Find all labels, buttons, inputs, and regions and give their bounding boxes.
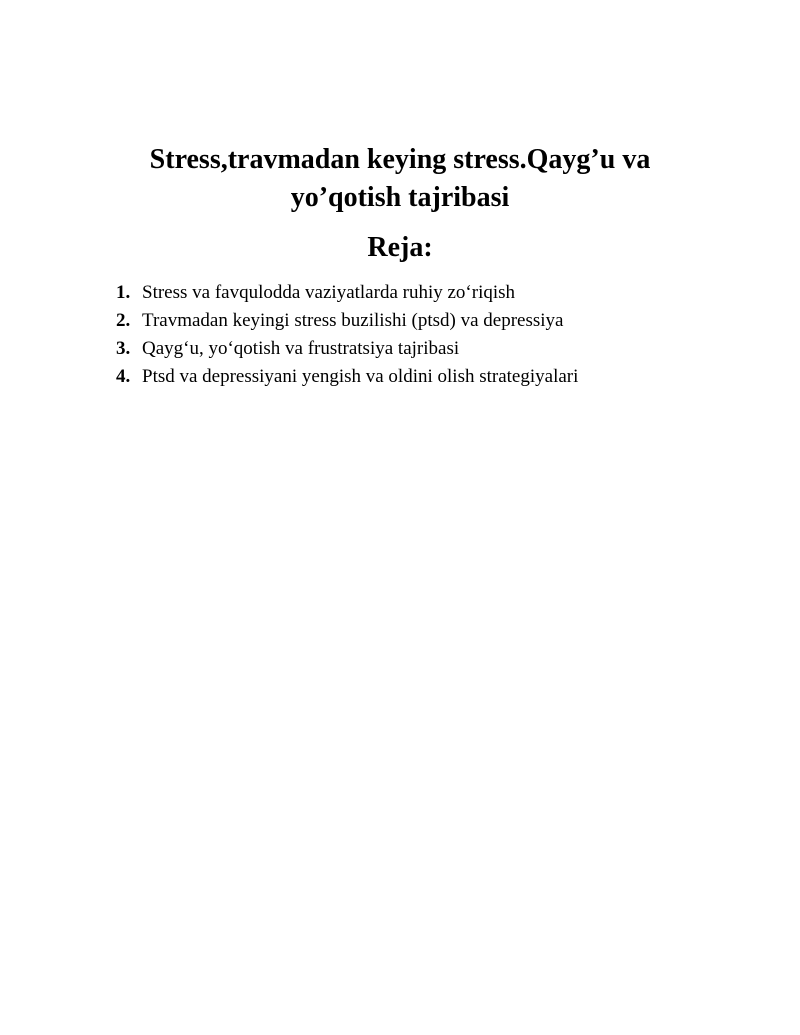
plan-item-text: Qayg‘u, yo‘qotish va frustratsiya tajribasi [142, 338, 460, 359]
plan-item-number: 4. [116, 366, 131, 387]
title-line-2: yo’qotish tajribasi [290, 182, 510, 213]
document-title [100, 141, 700, 217]
plan-item-text: Stress va favqulodda vaziyatlarda ruhiy zo‘riqish [142, 282, 516, 303]
plan-item-number: 1. [116, 282, 131, 303]
plan-item-text: Ptsd va depressiyani yengish va oldini olish strategiyalari [142, 366, 579, 387]
title-line-1: Stress,travmadan keying stress.Qayg’u va [149, 144, 651, 175]
plan-heading: Reja: [367, 232, 433, 263]
plan-item-text: Travmadan keyingi stress buzilishi (ptsd) va depressiya [142, 310, 564, 331]
plan-item-number: 3. [116, 338, 131, 359]
plan-item-number: 2. [116, 310, 131, 331]
plan-item-3 [116, 335, 736, 363]
plan-item-2 [116, 307, 736, 335]
plan-item-1 [116, 279, 736, 307]
plan-item-4 [116, 363, 736, 391]
plan-list [116, 279, 736, 391]
